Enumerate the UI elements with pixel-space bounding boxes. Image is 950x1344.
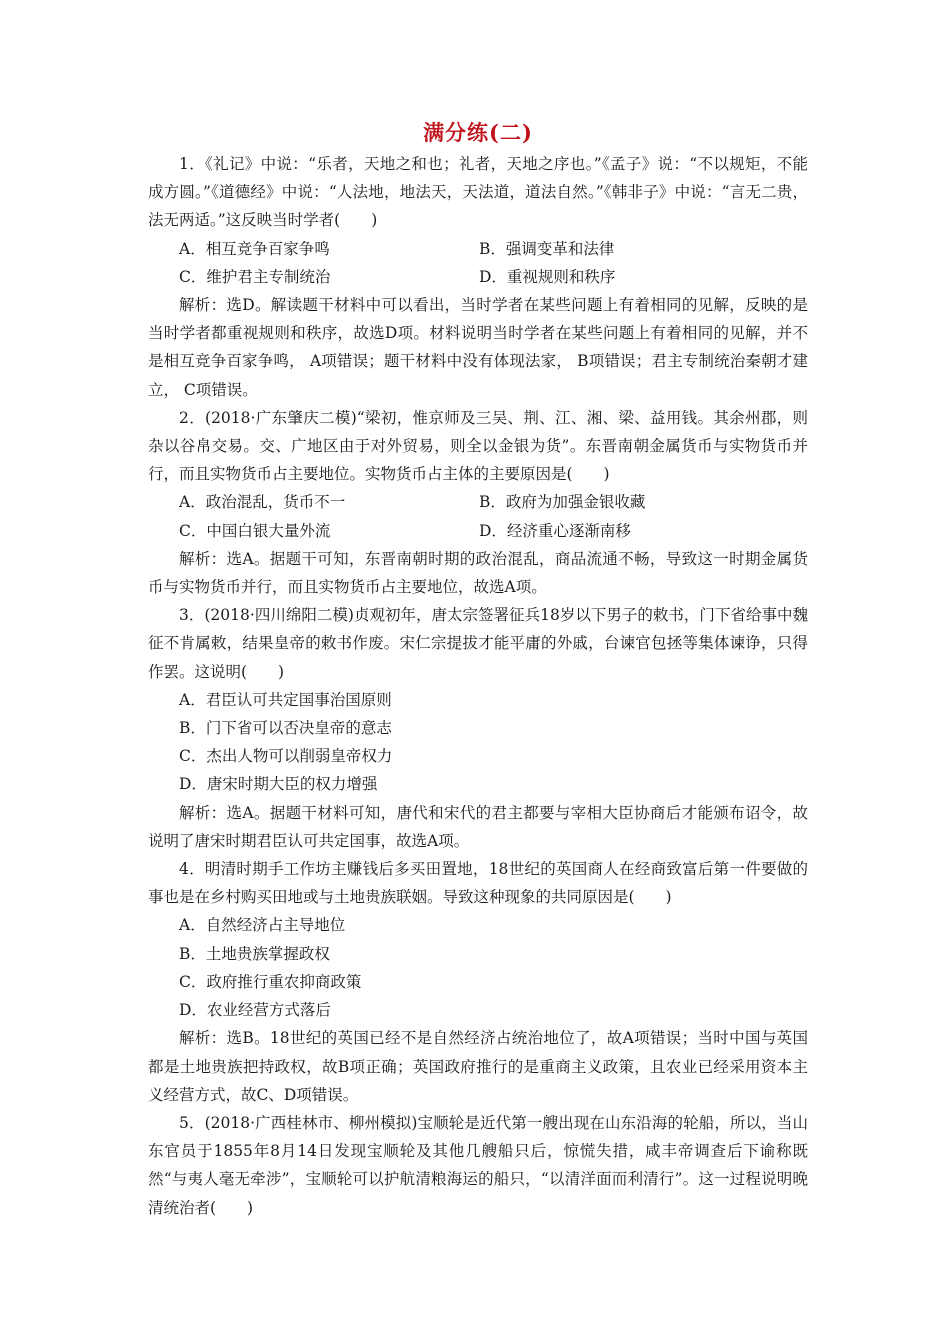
option-b: B．门下省可以否决皇帝的意志 [179, 719, 392, 738]
options-list [148, 911, 808, 1024]
options-list [148, 488, 808, 544]
question-stem: 1．《礼记》中说：“乐者，天地之和也；礼者，天地之序也。”《孟子》说：“不以规矩，不能成方圆。”《道德经》中说：“人法地，地法天，天法道，道法自然。”《韩非子》中说：“言无二贵，法无两适。”这反映当时学者( ) [148, 155, 808, 230]
question-stem: 3．(2018·四川绵阳二模)贞观初年，唐太宗签署征兵18岁以下男子的敕书，门下省给事中魏征不肯属敕，结果皇帝的敕书作废。宋仁宗提拔才能平庸的外戚，台谏官包拯等集体谏诤，只得作罢。这说明( ) [148, 606, 808, 681]
option-a: A．自然经济占主导地位 [179, 916, 346, 935]
analysis-text: 解析：选A。据题干材料可知，唐代和宋代的君主都要与宰相大臣协商后才能颁布诏令，故说明了唐宋时期君臣认可共定国事，故选A项。 [148, 803, 808, 850]
question-stem: 4．明清时期手工作坊主赚钱后多买田置地，18世纪的英国商人在经商致富后第一件要做的事也是在乡村购买田地或与土地贵族联姻。导致这种现象的共同原因是( ) [148, 860, 808, 907]
option-b: B．土地贵族掌握政权 [179, 944, 330, 963]
option-d: D．经济重心逐渐南移 [479, 521, 631, 540]
question-5 [148, 1109, 808, 1222]
analysis-text: 解析：选A。据题干可知，东晋南朝时期的政治混乱，商品流通不畅，导致这一时期金属货币与实物货币并行，而且实物货币占主要地位，故选A项。 [148, 549, 808, 597]
question-stem: 2．(2018·广东肇庆二模)“梁初，惟京师及三吴、荆、江、湘、梁、益用钱。其余州郡，则杂以谷帛交易。交、广地区由于对外贸易，则全以金银为货”。东晋南朝金属货币与实物货币并行，而且实物货币占主要地位。实物货币占主体的主要原因是( ) [148, 408, 808, 484]
option-c: C．中国白银大量外流 [179, 521, 331, 540]
option-d: D．重视规则和秩序 [479, 267, 616, 286]
option-c: C．杰出人物可以削弱皇帝权力 [179, 747, 393, 766]
question-2 [148, 404, 808, 601]
page-title: 满分练(二) [423, 120, 533, 145]
options-list [148, 235, 808, 291]
question-4 [148, 855, 808, 1109]
option-c: C．维护君主专制统治 [179, 267, 331, 286]
options-list [148, 686, 808, 799]
option-a: A．相互竞争百家争鸣 [179, 239, 330, 258]
option-d: D．农业经营方式落后 [179, 1001, 331, 1020]
question-3 [148, 601, 808, 855]
analysis-text: 解析：选D。解读题干材料中可以看出，当时学者在某些问题上有着相同的见解，反映的是当时学者都重视规则和秩序，故选D项。材料说明当时学者在某些问题上有着相同的见解，并不是相互竞争百家争鸣， A项错误；题干材料中没有体现法家， B项错误；君主专制统治秦朝才建立， C项错误。 [148, 296, 808, 399]
option-a: A．君臣认可共定国事治国原则 [179, 690, 392, 709]
analysis-text: 解析：选B。18世纪的英国已经不是自然经济占统治地位了，故A项错误；当时中国与英国都是土地贵族把持政权，故B项正确；英国政府推行的是重商主义政策，且农业已经采用资本主义经营方式，故C、D项错误。 [148, 1029, 808, 1104]
option-d: D．唐宋时期大臣的权力增强 [179, 775, 378, 794]
option-b: B．政府为加强金银收藏 [479, 493, 646, 512]
question-1 [148, 150, 808, 404]
question-stem: 5．(2018·广西桂林市、柳州模拟)宝顺轮是近代第一艘出现在山东沿海的轮船，所以，当山东官员于1855年8月14日发现宝顺轮及其他几艘船只后，惊慌失措，咸丰帝调查后下谕称既然“与夷人毫无牵涉”，宝顺轮可以护航清粮海运的船只，“以清洋面而利清行”。这一过程说明晚清统治者( ) [148, 1113, 808, 1217]
option-a: A．政治混乱，货币不一 [179, 493, 346, 512]
document-page [148, 118, 808, 1222]
option-b: B．强调变革和法律 [479, 239, 615, 258]
option-c: C．政府推行重农抑商政策 [179, 972, 362, 991]
